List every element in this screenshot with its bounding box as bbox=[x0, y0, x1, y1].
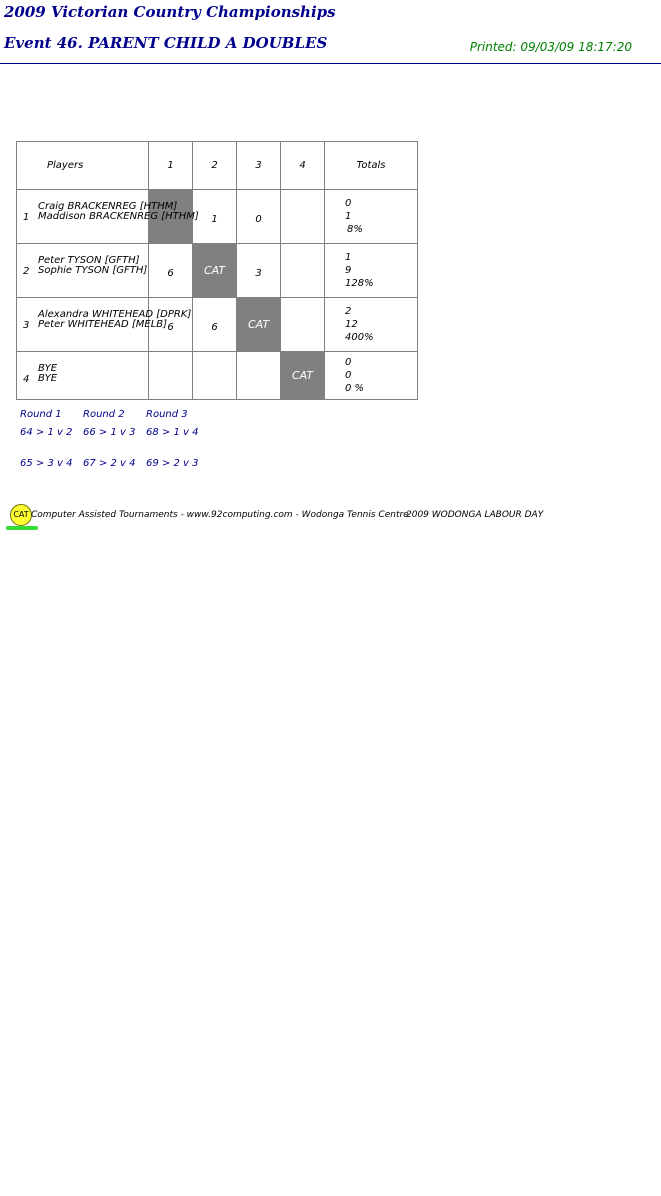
row-number: 2 bbox=[23, 266, 30, 277]
col-header-1: 1 bbox=[149, 142, 193, 190]
player-name: BYE bbox=[38, 363, 58, 374]
round-match: 65 > 3 v 4 bbox=[20, 458, 73, 469]
round-label: Round 2 bbox=[83, 409, 125, 420]
total-wins: 0 bbox=[345, 198, 352, 209]
score-cell: 6 bbox=[149, 244, 193, 298]
total-percent: 400% bbox=[345, 332, 374, 343]
score-cell: 0 bbox=[237, 190, 281, 244]
table-row bbox=[17, 190, 418, 244]
grid-header-row bbox=[17, 142, 418, 190]
total-wins: 1 bbox=[345, 252, 352, 263]
score-cell bbox=[237, 352, 281, 400]
total-percent: 8% bbox=[347, 224, 363, 235]
printed-value: 09/03/09 18:17:20 bbox=[520, 40, 632, 54]
score-cell: 1 bbox=[193, 190, 237, 244]
footer-credit: Computer Assisted Tournaments - www.92computing.com - Wodonga Tennis Centre bbox=[31, 510, 409, 520]
self-cell: CAT bbox=[237, 298, 281, 352]
round-robin-grid bbox=[16, 141, 418, 400]
col-header-players: Players bbox=[17, 142, 149, 190]
printed-label: Printed: bbox=[469, 40, 517, 54]
total-percent: 128% bbox=[345, 278, 374, 289]
header-divider bbox=[0, 63, 661, 64]
col-header-totals: Totals bbox=[325, 142, 418, 190]
player-cell bbox=[17, 190, 199, 244]
score-cell: 6 bbox=[193, 298, 237, 352]
self-cell: CAT bbox=[193, 244, 237, 298]
score-cell: 6 bbox=[149, 298, 193, 352]
totals-cell bbox=[325, 244, 418, 298]
total-games: 1 bbox=[345, 211, 352, 222]
row-number: 4 bbox=[23, 374, 30, 385]
total-games: 12 bbox=[345, 319, 358, 330]
score-cell bbox=[281, 298, 325, 352]
col-header-2: 2 bbox=[193, 142, 237, 190]
round-label: Round 3 bbox=[146, 409, 188, 420]
table-row bbox=[17, 298, 418, 352]
score-cell: 3 bbox=[237, 244, 281, 298]
round-match: 69 > 2 v 3 bbox=[146, 458, 199, 469]
score-cell bbox=[281, 244, 325, 298]
player-name: Peter WHITEHEAD [MELB] bbox=[38, 319, 168, 330]
player-name: Craig BRACKENREG [HTHM] bbox=[38, 201, 178, 212]
round-match: 68 > 1 v 4 bbox=[146, 427, 199, 438]
table-row bbox=[17, 352, 418, 400]
totals-cell bbox=[325, 298, 418, 352]
totals-cell bbox=[325, 352, 418, 400]
player-name: BYE bbox=[38, 373, 58, 384]
team-names bbox=[38, 364, 57, 384]
cat-logo-icon: CAT bbox=[10, 504, 32, 526]
player-name: Maddison BRACKENREG [HTHM] bbox=[38, 211, 199, 222]
totals-cell bbox=[325, 190, 418, 244]
team-names bbox=[38, 256, 147, 276]
team-names bbox=[38, 310, 191, 330]
round-label: Round 1 bbox=[20, 409, 62, 420]
round-match: 66 > 1 v 3 bbox=[83, 427, 136, 438]
event-title: Event 46. PARENT CHILD A DOUBLES bbox=[4, 34, 328, 52]
player-name: Alexandra WHITEHEAD [DPRK] bbox=[38, 309, 192, 320]
total-percent: 0 % bbox=[345, 383, 365, 394]
printed-timestamp bbox=[470, 40, 632, 54]
total-games: 9 bbox=[345, 265, 352, 276]
player-name: Peter TYSON [GFTH] bbox=[38, 255, 140, 266]
score-cell bbox=[281, 190, 325, 244]
row-number: 1 bbox=[23, 212, 30, 223]
total-wins: 2 bbox=[345, 306, 352, 317]
col-header-4: 4 bbox=[281, 142, 325, 190]
score-cell bbox=[149, 352, 193, 400]
row-number: 3 bbox=[23, 320, 30, 331]
total-games: 0 bbox=[345, 370, 352, 381]
player-cell bbox=[17, 244, 149, 298]
footer-event-name: 2009 WODONGA LABOUR DAY bbox=[406, 510, 544, 520]
player-cell bbox=[17, 298, 192, 352]
score-cell bbox=[193, 352, 237, 400]
total-wins: 0 bbox=[345, 357, 352, 368]
tournament-title: 2009 Victorian Country Championships bbox=[4, 3, 336, 21]
round-match: 64 > 1 v 2 bbox=[20, 427, 73, 438]
player-cell bbox=[17, 352, 149, 400]
self-cell: CAT bbox=[281, 352, 325, 400]
round-match: 67 > 2 v 4 bbox=[83, 458, 136, 469]
table-row bbox=[17, 244, 418, 298]
team-names bbox=[38, 202, 199, 222]
logo-underline bbox=[6, 526, 38, 530]
player-name: Sophie TYSON [GFTH] bbox=[38, 265, 148, 276]
col-header-3: 3 bbox=[237, 142, 281, 190]
